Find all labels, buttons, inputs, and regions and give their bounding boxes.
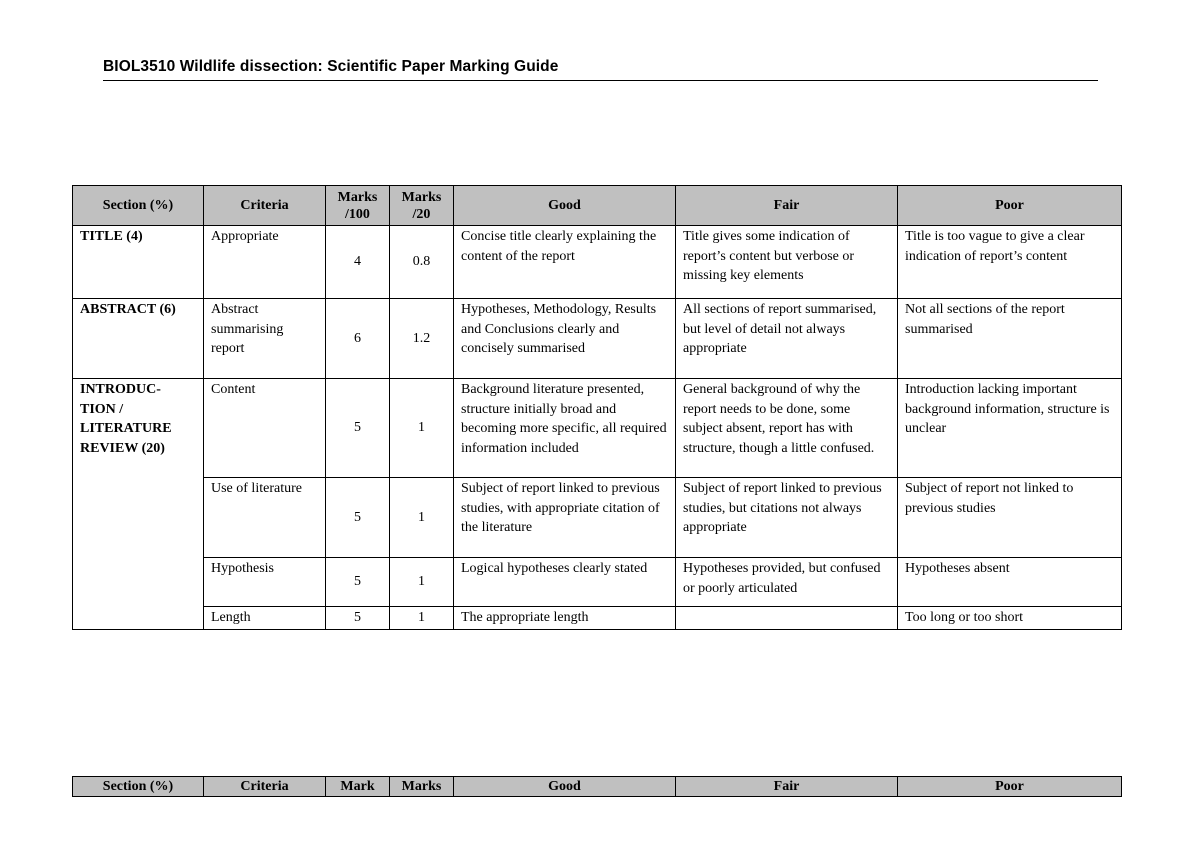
criteria-cell: Use of literature (204, 478, 326, 558)
criteria-cell: Appropriate (204, 226, 326, 299)
page-title: BIOL3510 Wildlife dissection: Scientific Paper Marking Guide (103, 58, 559, 75)
header-marks-100: Marks /100 (326, 186, 390, 226)
marks-20-cell: 1.2 (390, 299, 454, 379)
table-row (73, 558, 1122, 607)
header-poor: Poor (898, 186, 1122, 226)
fair-cell: General background of why the report needs to be done, some subject absent, report has with structure, though a little confused. (676, 379, 898, 478)
good-cell: Subject of report linked to previous studies, with appropriate citation of the literature (454, 478, 676, 558)
header-criteria: Criteria (204, 186, 326, 226)
section-cell: ABSTRACT (6) (73, 299, 204, 379)
section-cell: INTRODUC-TION / LITERATURE REVIEW (20) (73, 379, 204, 630)
marks-20-cell: 1 (390, 478, 454, 558)
header-good: Good (454, 777, 676, 797)
marks-100-cell: 5 (326, 558, 390, 607)
table-row (73, 379, 1122, 478)
section-cell: TITLE (4) (73, 226, 204, 299)
criteria-cell: Hypothesis (204, 558, 326, 607)
poor-cell: Introduction lacking important background information, structure is unclear (898, 379, 1122, 478)
marks-20-cell: 1 (390, 558, 454, 607)
criteria-cell: Content (204, 379, 326, 478)
marks-100-cell: 5 (326, 379, 390, 478)
poor-cell: Too long or too short (898, 607, 1122, 630)
header-divider (103, 80, 1098, 81)
header-criteria: Criteria (204, 777, 326, 797)
header-poor: Poor (898, 777, 1122, 797)
good-cell: The appropriate length (454, 607, 676, 630)
poor-cell: Title is too vague to give a clear indication of report’s content (898, 226, 1122, 299)
fair-cell: Title gives some indication of report’s content but verbose or missing key elements (676, 226, 898, 299)
fair-cell: All sections of report summarised, but level of detail not always appropriate (676, 299, 898, 379)
table-row (73, 478, 1122, 558)
poor-cell: Hypotheses absent (898, 558, 1122, 607)
poor-cell: Subject of report not linked to previous studies (898, 478, 1122, 558)
good-cell: Background literature presented, structure initially broad and becoming more specific, all required information included (454, 379, 676, 478)
marks-100-cell: 5 (326, 478, 390, 558)
fair-cell: Hypotheses provided, but confused or poorly articulated (676, 558, 898, 607)
good-cell: Hypotheses, Methodology, Results and Conclusions clearly and concisely summarised (454, 299, 676, 379)
marks-100-cell: 5 (326, 607, 390, 630)
marks-20-cell: 1 (390, 379, 454, 478)
header-marks-20: Marks /20 (390, 186, 454, 226)
poor-cell: Not all sections of the report summarised (898, 299, 1122, 379)
marks-100-cell: 4 (326, 226, 390, 299)
header-marks: Marks (390, 777, 454, 797)
good-cell: Logical hypotheses clearly stated (454, 558, 676, 607)
marking-guide-table (72, 185, 1122, 630)
marks-20-cell: 1 (390, 607, 454, 630)
table-header-row (73, 777, 1122, 797)
header-fair: Fair (676, 186, 898, 226)
header-mark: Mark (326, 777, 390, 797)
criteria-cell: Abstract summarising report (204, 299, 326, 379)
table-row (73, 299, 1122, 379)
marks-20-cell: 0.8 (390, 226, 454, 299)
header-good: Good (454, 186, 676, 226)
criteria-cell: Length (204, 607, 326, 630)
table-row (73, 226, 1122, 299)
header-section: Section (%) (73, 186, 204, 226)
header-fair: Fair (676, 777, 898, 797)
good-cell: Concise title clearly explaining the content of the report (454, 226, 676, 299)
fair-cell (676, 607, 898, 630)
fair-cell: Subject of report linked to previous studies, but citations not always appropriate (676, 478, 898, 558)
table-header-row (73, 186, 1122, 226)
marking-guide-table-continued (72, 776, 1122, 797)
marks-100-cell: 6 (326, 299, 390, 379)
header-section: Section (%) (73, 777, 204, 797)
table-row (73, 607, 1122, 630)
